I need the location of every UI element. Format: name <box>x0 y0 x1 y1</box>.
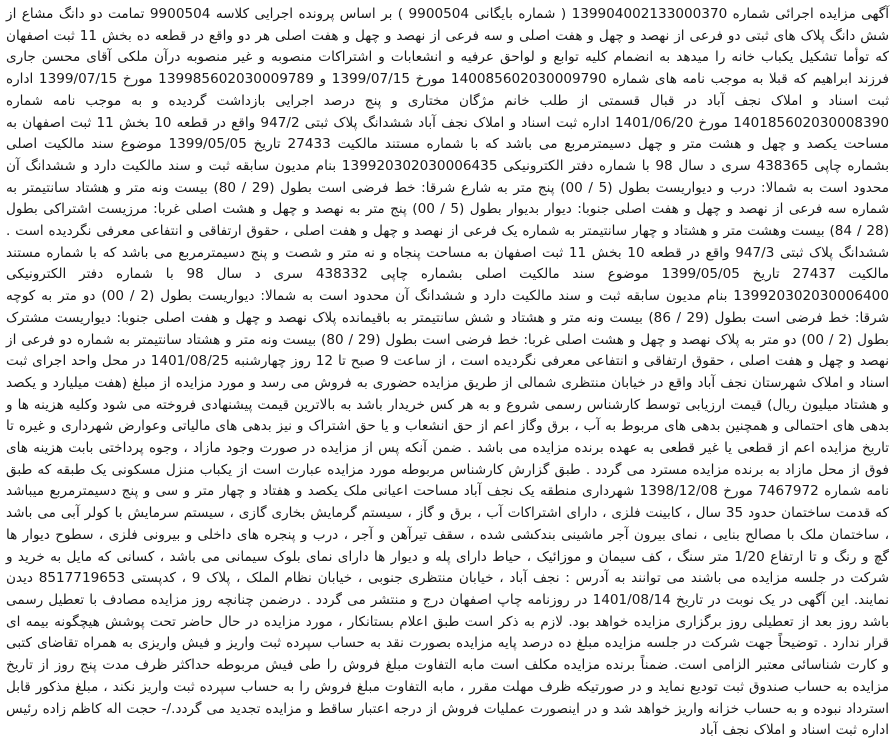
auction-notice-text: آگهی مزایده اجرائی شماره 139904002133000370 ( شماره بایگانی 9900504 ) بر اساس پرونده اجرایی کلاسه 9900504 تمامت دو دانگ مشاع از شش دانگ پلاک های ثبتی دو فرعی از نهصد و چهل و هفت اصلی و سه فرعی از نهصد و چهل و هفت اصلی هر دو واقع در قطعه ده بخش 11 ثبت اصفهان که توأما تشکیل یکباب خانه را میدهد به انضمام کلیه توابع و لواحق عرفیه و انشعابات و اشتراکات منصوبه و غیر منصوبه درآن ملکی آقای محسن جاری فرزند ابراهیم که قبلا به موجب نامه های شماره 140085602030009790 مورخ 1399/07/15 و 139985602030009789 مورخ 1399/07/15 اداره ثبت اسناد و املاک نجف آباد در قبال قسمتی از طلب خانم مژگان مختاری و پنج درصد اجرایی بازداشت گردیده و به موجب نامه شماره 140185602030008390 مورخ 1401/06/20 اداره ثبت اسناد و املاک نجف آباد ششدانگ پلاک ثبتی 947/2 واقع در قطعه 10 بخش 11 ثبت اصفهان به مساحت یکصد و چهل و هشت متر و چهل دسیمترمربع می باشد که با شماره مستند مالکیت 27433 تاریخ 1399/05/05 موضوع سند مالکیت اصلی بشماره چاپی 438365 سری د سال 98 با شماره دفتر الکترونیکی 139920302030006435 بنام مدیون سابقه ثبت و سند مالکیت دارد و ششدانگ آن محدود است به شمالا: درب و دیواریست بطول (5 / 00) پنج متر به شارع شرقا: خط فرضی است بطول (29 / 80) بیست ونه متر و هشتاد سانتیمتر به شماره سه فرعی از نهصد و چهل و هفت اصلی جنوبا: دیوار بدیوار بطول (5 / 00) پنج متر به نهصد و چهل و هشت اصلی غربا: مرزیست اشتراکی بطول (28 / 84) بیست وهشت متر و هشتاد و چهار سانتیمتر به شماره یک فرعی از نهصد و چهل و هفت اصلی ، حقوق ارتفاقی و انتفاعی معرفی نگردیده است . ششدانگ پلاک ثبتی 947/3 واقع در قطعه 10 بخش 11 ثبت اصفهان به مساحت پنجاه و نه متر و شصت و پنج دسیمترمربع می باشد که با شماره مستند مالکیت 27437 تاریخ 1399/05/05 موضوع سند مالکیت اصلی بشماره چاپی 438332 سری د سال 98 با شماره دفتر الکترونیکی 139920302030006400 بنام مدیون سابقه ثبت و سند مالکیت دارد و ششدانگ آن محدود است به شمالا: دیواریست بطول (2 / 00) دو متر به کوچه شرقا: خط فرضی است بطول (29 / 86) بیست ونه متر و هشتاد و شش سانتیمتر به باقیمانده پلاک نهصد و چهل و هفت اصلی جنوبا: دیواریست مشترک بطول (2 / 00) دو متر به پلاک نهصد و چهل و هشت اصلی غربا: خط فرضی است بطول (29 / 80) بیست ونه متر و هشتاد سانتیمتر به شماره دو فرعی از نهصد و چهل و هفت اصلی ، حقوق ارتفاقی و انتفاعی معرفی نگردیده است ، از ساعت 9 صبح تا 12 روز چهارشنبه 1401/08/25 در محل واحد اجرای ثبت اسناد و املاک شهرستان نجف آباد واقع در خیابان منتظری شمالی از طریق مزایده حضوری به فروش می رسد و مورد مزایده از مبلغ (هفت میلیارد و یکصد و هشتاد میلیون ریال) قیمت ارزیابی توسط کارشناس رسمی شروع و به هر کس خریدار باشد به بالاترین قیمت پیشنهادی فروخته می شود وکلیه هزینه ها و بدهی های احتمالی و همچنین بدهی های مربوط به آب ، برق وگاز اعم از حق انشعاب و یا حق اشتراک و نیز بدهی های مالیاتی وعوارض شهرداری و غیره تا تاریخ مزایده اعم از قطعی یا غیر قطعی به عهده برنده مزایده می باشد . ضمن آنکه پس از مزایده در صورت وجود مازاد ، وجوه پرداختی بابت هزینه های فوق از محل مازاد به برنده مزایده مسترد می گردد . طبق گزارش کارشناس مربوطه مورد مزایده عبارت است از یکباب منزل مسکونی یک طبقه که طبق نامه شماره 7467972 مورخ 1398/12/08 شهرداری منطقه یک نجف آباد مساحت اعیانی ملک یکصد و هفتاد و چهار متر و سی و پنج دسیمترمربع میباشد که قدمت ساختمان حدود 35 سال ، کابینت فلزی ، دارای اشتراکات آب ، برق و گاز ، سیستم گرمایش بخاری گازی ، سیستم سرمایش با کولر آبی می باشد ، ساختمان ملک با مصالح بنایی ، نمای بیرون آجر ماشینی بندکشی شده ، سقف تیرآهن و آجر ، درب و پنجره های داخلی و بیرونی فلزی ، سطوح دیوار ها گچ و رنگ و تا ارتفاع 1/20 متر سنگ ، کف سیمان و موزائیک ، حیاط دارای پله و دیوار ها دارای نمای بلوک سیمانی می باشد ، کسانی که مایل به خرید و شرکت در جلسه مزایده می باشند می توانند به آدرس : نجف آباد ، خیابان منتظری جنوبی ، خیابان نظام الملک ، پلاک 9 ، کدپستی 8517719653 دیدن نمایند. این آگهی در یک نوبت در تاریخ 1401/08/14 در روزنامه چاپ اصفهان درج و منتشر می گردد . درضمن چنانچه روز مزایده مصادف با تعطیل رسمی باشد روز بعد از تعطیلی روز برگزاری مزایده خواهد بود. لازم به ذکر است طبق اعلام بستانکار ، مورد مزایده در حال حاضر تحت پوشش هیچگونه بیمه ای قرار ندارد . توضیحاً جهت شرکت در جلسه مزایده مبلغ ده درصد پایه مزایده بصورت نقد به حساب سپرده ثبت واریز و فیش واریزی به همراه تقاضای کتبی و کارت شناسائی معتبر الزامی است. ضمناً برنده مزایده مکلف است مابه التفاوت مبلغ فروش را طی فیش مربوطه حداکثر ظرف مدت پنج روز از تاریخ مزایده به حساب صندوق ثبت تودیع نماید و در صورتیکه ظرف مهلت مقرر ، مابه التفاوت مبلغ فروش را به حساب سپرده ثبت واریز نکند ، مبلغ مذکور قابل استرداد نبوده و به حساب خزانه واریز خواهد شد و در اینصورت عملیات فروش از درجه اعتبار ساقط و مزایده تجدید می گردد./- حجت اله کاظم زاده رئیس اداره ثبت اسناد و املاک نجف آباد <box>6 6 890 739</box>
